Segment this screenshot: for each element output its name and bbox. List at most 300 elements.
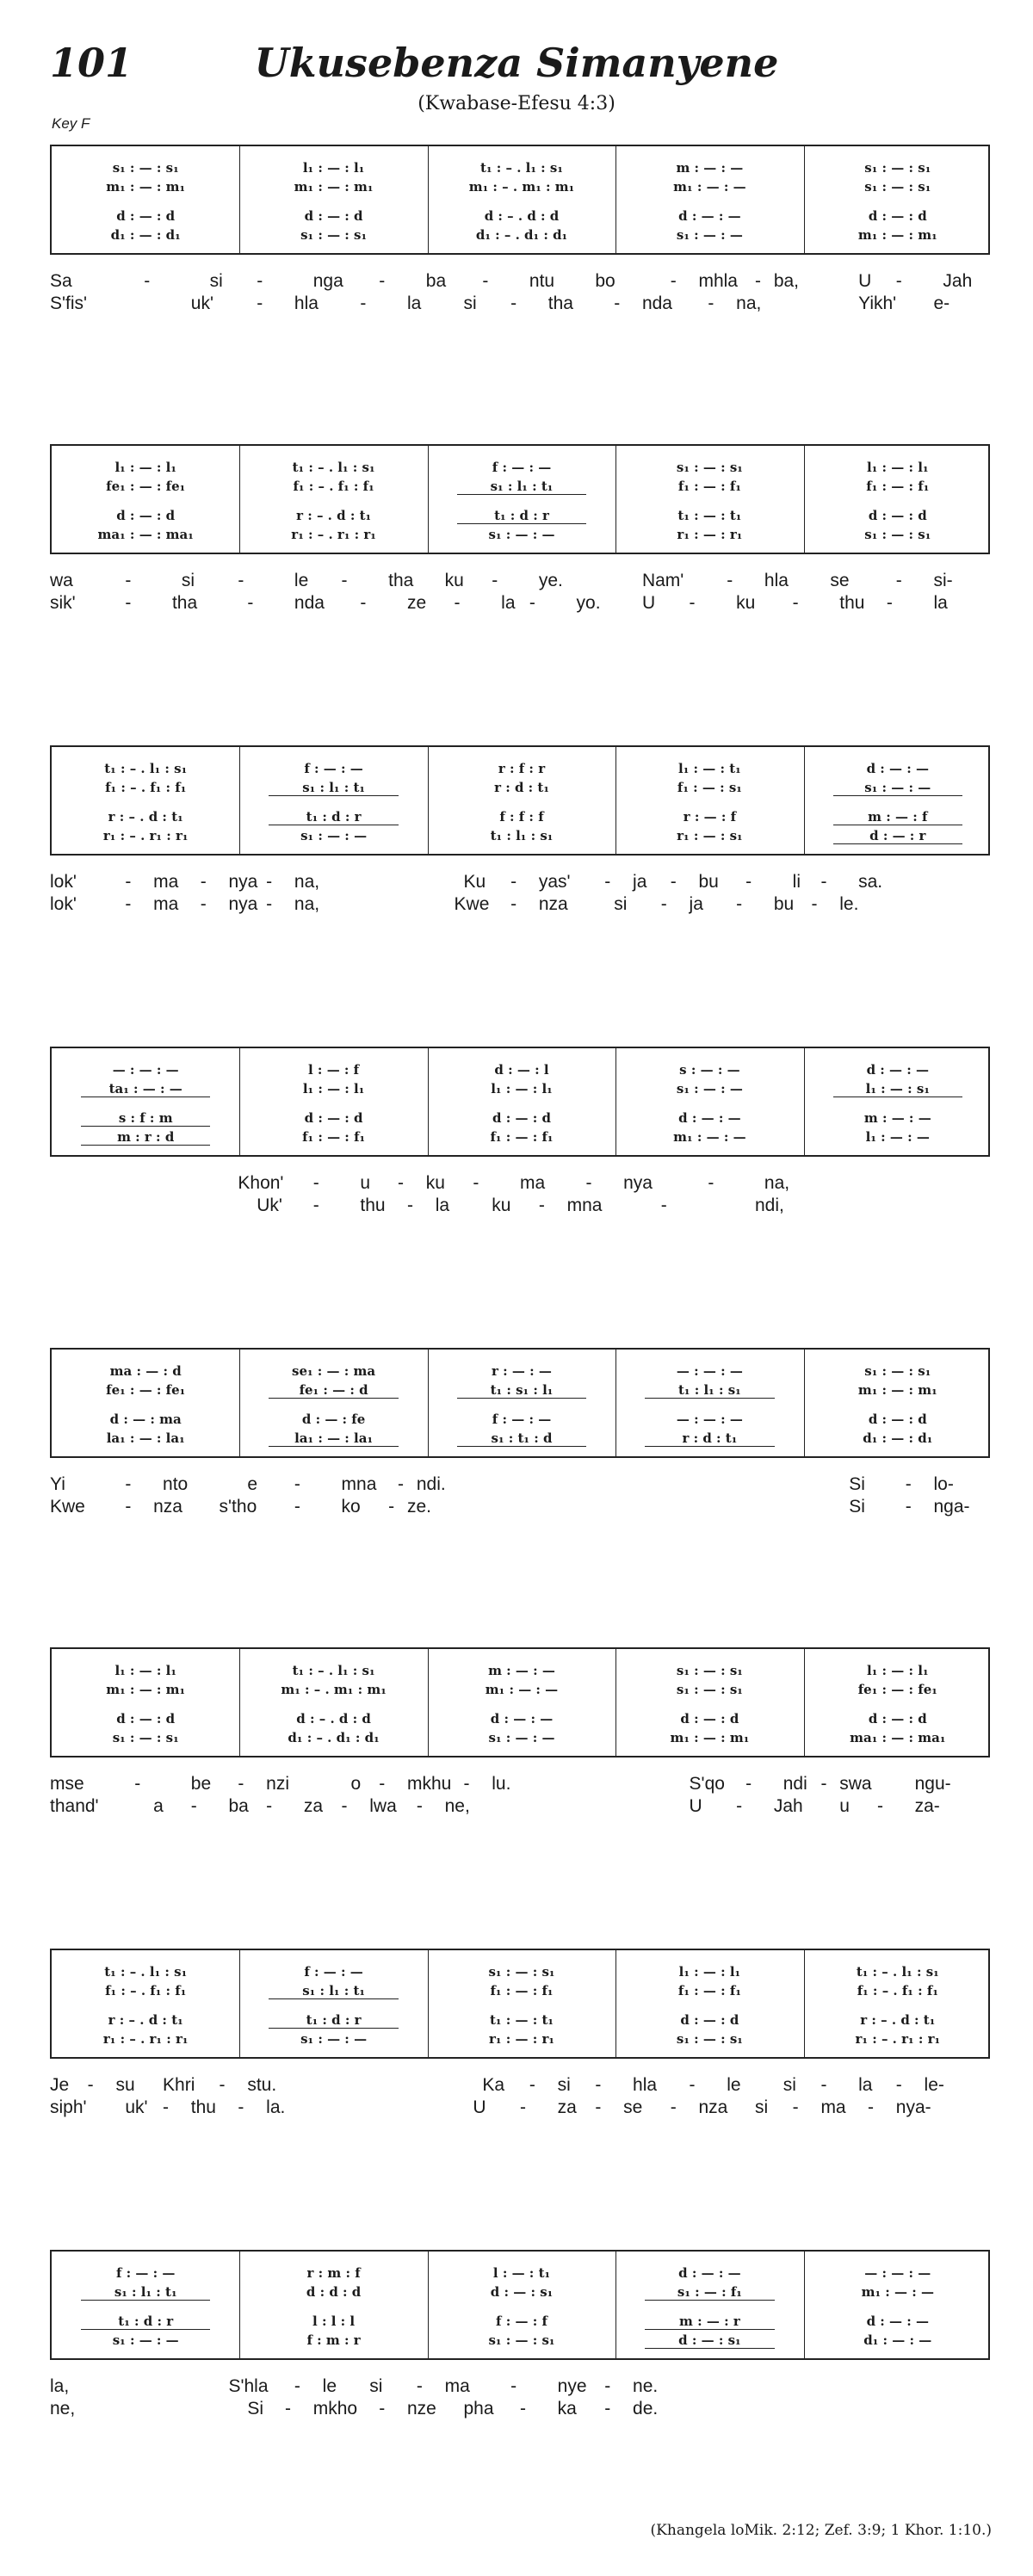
solfa-notes: d : — : —: [678, 208, 741, 224]
lyric-syllable: -: [820, 2075, 827, 2095]
beam-line: [269, 1398, 398, 1399]
lyric-syllable: se: [623, 2097, 643, 2117]
lyric-line: [50, 2375, 990, 2398]
voice-part: [804, 1381, 992, 1399]
lyric-syllable: Kwe: [50, 1497, 85, 1517]
lyric-line: [50, 2074, 990, 2097]
lyric-syllable: -: [294, 1497, 300, 1517]
lyric-syllable: ne,: [444, 1796, 470, 1816]
voice-part: [428, 2283, 615, 2301]
solfa-notes: t₁ : d : r: [494, 508, 549, 523]
music-system: [50, 444, 990, 625]
voice-part: [615, 1429, 803, 1448]
lyric-syllable: -: [614, 293, 621, 313]
lyric-syllable: hla: [764, 571, 789, 590]
solfa-notes: d : — : fe: [301, 1412, 366, 1427]
lyric-syllable: -: [87, 2075, 94, 2095]
voice-part: [615, 1709, 803, 1728]
solfa-notes: fe₁ : — : fe₁: [106, 1382, 186, 1398]
solfa-notes: r : f : r: [498, 761, 546, 776]
voice-part: [239, 1981, 427, 2000]
voice-part: [52, 1709, 239, 1728]
lyric-syllable: su: [115, 2075, 135, 2095]
lyric-syllable: -: [463, 1774, 470, 1794]
voice-part: [428, 807, 615, 826]
solfa-notes: f : — : —: [304, 761, 363, 776]
solfa-notes: s₁ : — : f₁: [677, 2284, 742, 2300]
song-number: 101: [50, 40, 133, 86]
lyric-syllable: nya: [228, 872, 258, 892]
solfa-notes: s₁ : — : s₁: [864, 1363, 931, 1379]
lyric-syllable: -: [398, 1173, 405, 1193]
voice-part: [239, 1680, 427, 1699]
voice-part: [428, 207, 615, 225]
solfa-notes: r₁ : – . r₁ : r₁: [102, 2031, 189, 2047]
voice-part: [239, 1079, 427, 1098]
solfa-notes: s₁ : — : —: [864, 780, 931, 795]
lyric-syllable: -: [876, 1796, 883, 1816]
lyric-syllable: -: [895, 2075, 902, 2095]
lyric-syllable: -: [510, 872, 517, 892]
solfa-notes: s₁ : t₁ : d: [491, 1430, 553, 1446]
solfa-notes: l₁ : — : l₁: [678, 1964, 741, 1980]
solfa-notes: d : — : —: [678, 1110, 741, 1126]
voice-part: [428, 1981, 615, 2000]
voice-part: [52, 2331, 239, 2350]
lyric-syllable: mhla: [698, 271, 738, 291]
voice-part: [804, 477, 992, 496]
lyric-syllable: -: [125, 571, 132, 590]
lyric-syllable: bo: [595, 271, 615, 291]
voice-part: [804, 1709, 992, 1728]
solfa-notes: f₁ : – . f₁ : f₁: [293, 479, 374, 494]
lyric-syllable: si-: [933, 571, 953, 590]
voice-part: [52, 2029, 239, 2048]
solfa-notes: d : — : d: [304, 208, 363, 224]
solfa-notes: f : — : —: [304, 1964, 363, 1980]
voice-part: [615, 458, 803, 477]
lyric-syllable: ze.: [406, 1497, 431, 1517]
voice-part: [239, 458, 427, 477]
solfa-notes: l₁ : — : l₁: [867, 460, 929, 475]
lyric-syllable: -: [510, 894, 517, 914]
voice-part: [428, 1079, 615, 1098]
voice-part: [428, 458, 615, 477]
lyric-line: [50, 893, 990, 916]
music-system: [50, 1348, 990, 1529]
voice-part: [804, 1109, 992, 1127]
lyric-syllable: lo-: [933, 1474, 954, 1494]
lyric-syllable: -: [895, 571, 902, 590]
lyric-syllable: sik': [50, 593, 76, 613]
voice-part: [804, 778, 992, 797]
voice-part: [52, 1079, 239, 1098]
solfa-notes: f₁ : — : f₁: [490, 1129, 554, 1145]
lyric-syllable: ma: [820, 2097, 846, 2117]
voice-part: [52, 1981, 239, 2000]
lyric-syllable: yas': [538, 872, 571, 892]
solfa-notes: f₁ : – . f₁ : f₁: [857, 1983, 938, 1998]
solfa-notes: d : — : —: [678, 2265, 741, 2281]
voice-part: [52, 1429, 239, 1448]
solfa-notes: m₁ : — : m₁: [106, 1682, 186, 1697]
lyric-syllable: Si: [247, 2399, 263, 2418]
voice-part: [615, 1661, 803, 1680]
lyric-syllable: Ka: [482, 2075, 504, 2095]
lyric-syllable: na,: [294, 872, 320, 892]
solfa-notes: d : — : d: [868, 208, 927, 224]
lyric-syllable: za-: [914, 1796, 940, 1816]
solfa-notes: s₁ : l₁ : t₁: [114, 2284, 177, 2300]
lyric-syllable: -: [416, 2376, 423, 2396]
lyric-syllable: -: [312, 1173, 319, 1193]
solfa-notes: t₁ : d : r: [306, 809, 362, 825]
beam-line: [457, 1446, 586, 1447]
solfa-notes: d₁ : – . d₁ : d₁: [288, 1730, 380, 1745]
solfa-notes: — : — : —: [112, 1062, 179, 1078]
voice-part: [52, 225, 239, 244]
lyric-syllable: Jah: [773, 1796, 803, 1816]
lyric-syllable: -: [538, 1195, 545, 1215]
lyric-syllable: le: [294, 571, 309, 590]
solfa-notes: m₁ : — : m₁: [670, 1730, 750, 1745]
voice-part: [804, 1429, 992, 1448]
voice-part: [239, 826, 427, 845]
solfa-notes: s₁ : l₁ : t₁: [302, 780, 365, 795]
solfa-notes: d : — : d: [116, 208, 176, 224]
lyric-syllable: -: [163, 2097, 170, 2117]
voice-part: [804, 525, 992, 544]
solfa-notes: d : — : r: [869, 828, 926, 843]
voice-part: [615, 1381, 803, 1399]
solfa-notes: s₁ : — : s₁: [864, 179, 931, 195]
voice-part: [804, 1060, 992, 1079]
solfa-notes: s₁ : — : s₁: [488, 1964, 555, 1980]
solfa-notes: t₁ : – . l₁ : s₁: [104, 761, 188, 776]
voice-part: [52, 759, 239, 778]
lyric-syllable: Jah: [943, 271, 973, 291]
voice-part: [239, 1410, 427, 1429]
voice-part: [428, 2029, 615, 2048]
solfa-notes: t₁ : – . l₁ : s₁: [480, 160, 563, 176]
voice-part: [239, 759, 427, 778]
voice-part: [52, 826, 239, 845]
lyric-syllable: S'hla: [228, 2376, 269, 2396]
voice-part: [52, 2283, 239, 2301]
lyric-syllable: Khri: [163, 2075, 195, 2095]
scripture-reference: (Khangela loMik. 2:12; Zef. 3:9; 1 Khor. 1:10.): [650, 2522, 992, 2539]
lyric-syllable: le-: [924, 2075, 944, 2095]
lyric-syllable: a: [153, 1796, 164, 1816]
lyric-syllable: na,: [736, 293, 762, 313]
solfa-notes: d₁ : — : d₁: [863, 1430, 933, 1446]
lyric-syllable: za: [557, 2097, 577, 2117]
song-subtitle: (Kwabase-Efesu 4:3): [418, 93, 615, 114]
solfa-notes: l₁ : — : t₁: [678, 761, 741, 776]
lyric-syllable: -: [520, 2399, 526, 2418]
lyric-syllable: -: [492, 571, 498, 590]
voice-part: [52, 207, 239, 225]
solfa-notes: d : — : —: [490, 1711, 554, 1727]
solfa-notes: s₁ : — : s₁: [676, 2031, 743, 2047]
solfa-notes: m₁ : – . m₁ : m₁: [281, 1682, 387, 1697]
solfa-notes: r₁ : — : r₁: [677, 527, 743, 542]
voice-part: [239, 2312, 427, 2331]
solfa-notes: r₁ : – . r₁ : r₁: [102, 828, 189, 843]
solfa-notes: l₁ : — : l₁: [114, 460, 176, 475]
voice-part: [804, 1362, 992, 1381]
voice-part: [239, 1381, 427, 1399]
voice-part: [52, 458, 239, 477]
lyric-syllable: -: [736, 1796, 743, 1816]
lyric-syllable: Kwe: [454, 894, 490, 914]
solfa-notes: f : — : —: [492, 460, 552, 475]
voice-part: [239, 207, 427, 225]
solfa-staff: [50, 1348, 990, 1458]
solfa-notes: f₁ : — : s₁: [677, 780, 742, 795]
solfa-notes: f : — : —: [492, 1412, 552, 1427]
solfa-notes: f₁ : — : f₁: [302, 1129, 366, 1145]
lyric-line: [50, 1195, 990, 1217]
voice-part: [615, 1060, 803, 1079]
lyric-syllable: ma: [153, 872, 179, 892]
lyric-syllable: -: [125, 593, 132, 613]
lyric-syllable: Je: [50, 2075, 70, 2095]
solfa-notes: s₁ : — : s₁: [864, 527, 931, 542]
solfa-notes: s₁ : — : s₁: [864, 160, 931, 176]
solfa-notes: ma₁ : — : ma₁: [850, 1730, 946, 1745]
music-system: [50, 145, 990, 325]
solfa-notes: m₁ : — : —: [673, 179, 746, 195]
voice-part: [615, 1680, 803, 1699]
voice-part: [615, 525, 803, 544]
lyric-line: [50, 592, 990, 615]
solfa-notes: m₁ : — : m₁: [857, 1382, 937, 1398]
voice-part: [428, 177, 615, 196]
solfa-notes: t₁ : d : r: [118, 2313, 174, 2329]
lyric-syllable: -: [895, 271, 902, 291]
solfa-notes: f : f : f: [499, 809, 544, 825]
music-system: [50, 1647, 990, 1828]
lyric-syllable: U: [858, 271, 872, 291]
lyric-syllable: -: [125, 1497, 132, 1517]
solfa-notes: r : – . d : t₁: [860, 2012, 936, 2028]
lyric-syllable: mna: [566, 1195, 603, 1215]
lyric-syllable: ku: [444, 571, 464, 590]
voice-part: [239, 1109, 427, 1127]
lyric-syllable: Yi: [50, 1474, 65, 1494]
lyric-syllable: hla: [633, 2075, 658, 2095]
voice-part: [804, 1410, 992, 1429]
lyric-syllable: bu: [773, 894, 795, 914]
lyric-syllable: si: [369, 2376, 383, 2396]
lyric-line: [50, 293, 990, 315]
lyric-syllable: ku: [492, 1195, 511, 1215]
beam-line: [81, 1145, 210, 1146]
lyric-syllable: -: [905, 1497, 912, 1517]
solfa-notes: d₁ : — : d₁: [110, 227, 181, 243]
lyric-syllable: -: [454, 593, 461, 613]
voice-part: [428, 1709, 615, 1728]
lyric-syllable: thu: [190, 2097, 216, 2117]
solfa-notes: s₁ : — : s₁: [488, 2332, 555, 2348]
voice-part: [615, 1362, 803, 1381]
voice-part: [428, 225, 615, 244]
lyric-syllable: nga: [312, 271, 343, 291]
voice-part: [428, 477, 615, 496]
solfa-notes: t₁ : – . l₁ : s₁: [104, 1964, 188, 1980]
beam-line: [81, 2300, 210, 2301]
voice-part: [428, 1962, 615, 1981]
solfa-notes: d : — : —: [866, 761, 930, 776]
lyric-syllable: -: [190, 1796, 197, 1816]
solfa-notes: s₁ : — : s₁: [676, 460, 743, 475]
solfa-notes: s₁ : l₁ : t₁: [302, 1983, 365, 1998]
lyric-syllable: si: [614, 894, 628, 914]
lyric-syllable: -: [792, 2097, 799, 2117]
voice-part: [52, 1680, 239, 1699]
solfa-notes: f₁ : — : f₁: [490, 1983, 554, 1998]
lyric-syllable: lu.: [492, 1774, 511, 1794]
lyric-syllable: -: [294, 2376, 300, 2396]
voice-part: [239, 1362, 427, 1381]
lyric-syllable: -: [125, 894, 132, 914]
voice-part: [239, 1060, 427, 1079]
voice-part: [615, 1109, 803, 1127]
lyric-syllable: tha: [547, 293, 573, 313]
lyric-syllable: nga-: [933, 1497, 970, 1517]
voice-part: [239, 506, 427, 525]
lyric-syllable: -: [670, 2097, 677, 2117]
solfa-notes: d : — : s₁: [678, 2332, 741, 2348]
lyric-syllable: -: [238, 1774, 244, 1794]
voice-part: [615, 477, 803, 496]
lyric-syllable: thu: [360, 1195, 386, 1215]
voice-part: [428, 1728, 615, 1747]
solfa-notes: r : — : f: [683, 809, 737, 825]
lyric-syllable: -: [398, 1474, 405, 1494]
lyric-syllable: ye.: [538, 571, 563, 590]
voice-part: [52, 1728, 239, 1747]
solfa-notes: d : — : —: [866, 1062, 930, 1078]
lyric-syllable: -: [670, 271, 677, 291]
lyric-line: [50, 1795, 990, 1818]
voice-part: [615, 177, 803, 196]
solfa-notes: s : f : m: [118, 1110, 173, 1126]
solfa-notes: t₁ : – . l₁ : s₁: [856, 1964, 939, 1980]
voice-part: [615, 207, 803, 225]
solfa-notes: r₁ : – . r₁ : r₁: [291, 527, 376, 542]
voice-part: [239, 177, 427, 196]
lyric-syllable: ma: [520, 1173, 546, 1193]
solfa-notes: fe₁ : — : fe₁: [857, 1682, 937, 1697]
lyric-syllable: le: [322, 2376, 337, 2396]
voice-part: [615, 2029, 803, 2048]
voice-part: [52, 506, 239, 525]
lyric-syllable: ja: [689, 894, 703, 914]
solfa-notes: f₁ : – . f₁ : f₁: [105, 780, 187, 795]
solfa-notes: s₁ : — : —: [676, 1081, 743, 1096]
lyric-line: [50, 2097, 990, 2119]
lyric-syllable: -: [266, 872, 273, 892]
solfa-staff: [50, 1047, 990, 1157]
solfa-notes: m : — : —: [676, 160, 744, 176]
voice-part: [615, 1981, 803, 2000]
solfa-notes: r : – . d : t₁: [108, 2012, 183, 2028]
voice-part: [804, 2264, 992, 2283]
lyric-syllable: u: [360, 1173, 371, 1193]
voice-part: [239, 1962, 427, 1981]
lyric-syllable: -: [285, 2399, 291, 2418]
lyric-syllable: -: [604, 2376, 611, 2396]
voice-part: [239, 225, 427, 244]
solfa-notes: r : d : t₁: [682, 1430, 738, 1446]
solfa-notes: f₁ : — : f₁: [866, 479, 930, 494]
lyric-syllable: Ku: [463, 872, 486, 892]
lyric-syllable: -: [529, 2075, 535, 2095]
lyric-syllable: li: [792, 872, 801, 892]
lyric-syllable: nya: [623, 1173, 653, 1193]
lyric-syllable: se: [830, 571, 850, 590]
beam-line: [645, 1446, 774, 1447]
voice-part: [239, 1429, 427, 1448]
lyric-line: [50, 1773, 990, 1795]
lyric-syllable: nza: [153, 1497, 182, 1517]
solfa-notes: d : — : d: [304, 1110, 363, 1126]
lyric-syllable: lwa: [369, 1796, 397, 1816]
lyric-syllable: ndi: [782, 1774, 807, 1794]
voice-part: [428, 1429, 615, 1448]
voice-part: [615, 225, 803, 244]
solfa-notes: r : m : f: [306, 2265, 361, 2281]
solfa-notes: — : — : —: [864, 2265, 931, 2281]
voice-part: [804, 1079, 992, 1098]
lyric-syllable: -: [294, 1474, 300, 1494]
lyric-syllable: -: [755, 271, 761, 291]
solfa-notes: ta₁ : — : —: [108, 1081, 182, 1096]
lyric-line: [50, 1496, 990, 1518]
lyric-syllable: la: [858, 2075, 873, 2095]
solfa-notes: m : — : f: [868, 809, 928, 825]
lyric-syllable: -: [257, 271, 263, 291]
lyric-syllable: wa: [50, 571, 73, 590]
voice-part: [615, 158, 803, 177]
voice-part: [428, 759, 615, 778]
lyric-syllable: -: [125, 872, 132, 892]
voice-part: [615, 2331, 803, 2350]
lyric-syllable: ko: [341, 1497, 361, 1517]
voice-part: [428, 2264, 615, 2283]
lyric-syllable: -: [585, 1173, 592, 1193]
music-system: [50, 745, 990, 926]
beam-line: [645, 2348, 774, 2349]
beam-line: [81, 1126, 210, 1127]
song-title: Ukusebenza Simanyene: [254, 40, 779, 86]
voice-part: [615, 807, 803, 826]
lyric-syllable: ku: [736, 593, 756, 613]
solfa-notes: s₁ : — : —: [300, 2031, 368, 2047]
voice-part: [615, 1728, 803, 1747]
beam-line: [457, 494, 586, 495]
lyric-syllable: U: [689, 1796, 702, 1816]
solfa-notes: r : d : t₁: [494, 780, 549, 795]
lyric-syllable: -: [510, 2376, 517, 2396]
solfa-staff: [50, 745, 990, 856]
lyric-syllable: mse: [50, 1774, 84, 1794]
beam-line: [81, 2329, 210, 2330]
voice-part: [428, 2331, 615, 2350]
lyric-syllable: -: [266, 894, 273, 914]
